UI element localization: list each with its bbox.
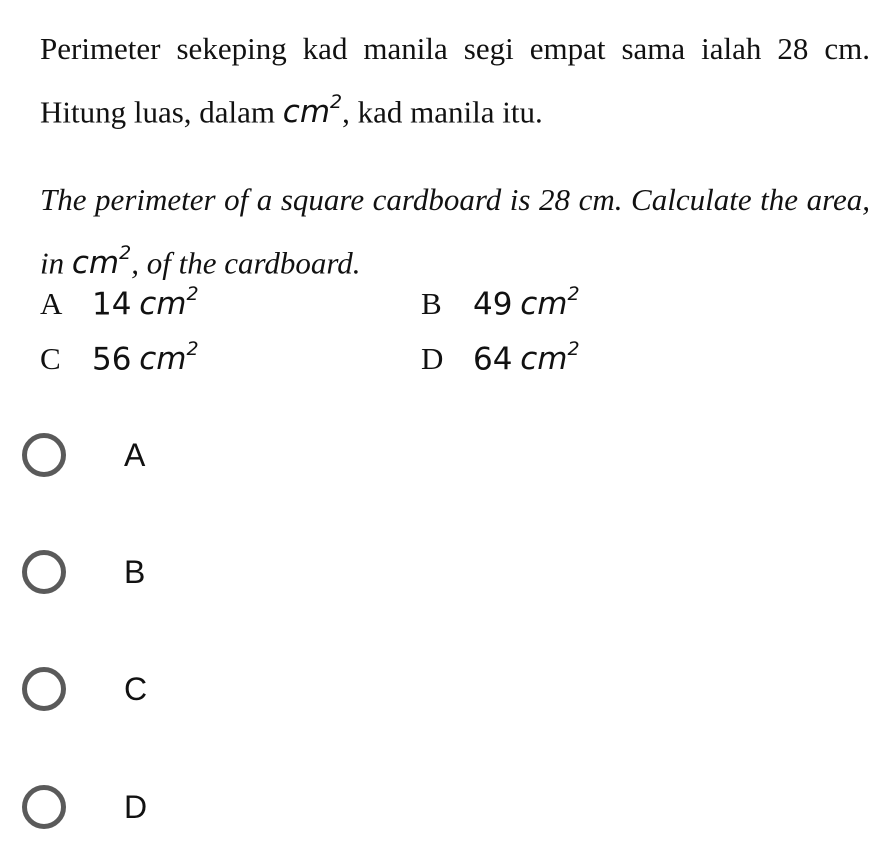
option-letter: B: [421, 286, 442, 322]
answer-choice-d[interactable]: [22, 772, 622, 842]
option-value: 56: [92, 341, 132, 378]
option-c: [40, 332, 199, 379]
option-value: 14: [92, 286, 132, 323]
option-a: [40, 277, 199, 324]
question-english-part2: , of the cardboard.: [131, 245, 361, 281]
option-b: [421, 277, 580, 324]
option-letter: C: [40, 341, 61, 377]
radio-unchecked-icon[interactable]: [22, 785, 66, 829]
answer-choice-label: B: [124, 553, 146, 590]
unit-text: cm: [71, 245, 120, 282]
unit-exponent: 2: [567, 338, 580, 360]
option-value: 49: [473, 286, 513, 323]
answer-choice-label: A: [124, 436, 146, 473]
question-text-malay: [40, 20, 870, 141]
unit-exponent: 2: [330, 91, 343, 113]
answer-choice-b[interactable]: [22, 537, 622, 607]
unit-exponent: 2: [119, 242, 132, 264]
question-english-unit: [71, 242, 132, 282]
question-english-part1: The perimeter of a square cardboard is 28 cm. Calculate the area, in: [40, 182, 870, 281]
radio-unchecked-icon[interactable]: [22, 667, 66, 711]
option-value: 64: [473, 341, 513, 378]
unit-exponent: 2: [567, 283, 580, 305]
answer-choice-label: D: [124, 788, 148, 825]
option-unit: [520, 338, 580, 378]
option-unit: [139, 338, 199, 378]
question-malay-part1: Perimeter sekeping kad manila segi empat sama ialah 28 cm. Hitung luas, dalam: [40, 31, 870, 130]
unit-text: cm: [520, 286, 568, 323]
unit-exponent: 2: [186, 283, 199, 305]
answer-choice-a[interactable]: [22, 420, 622, 490]
radio-unchecked-icon[interactable]: [22, 433, 66, 477]
option-d: [421, 332, 580, 379]
option-unit: [139, 283, 199, 323]
question-malay-part2: , kad manila itu.: [342, 94, 543, 130]
answer-choice-label: C: [124, 670, 148, 707]
unit-text: cm: [520, 341, 568, 378]
question-text-english: [40, 171, 870, 292]
unit-text: cm: [139, 341, 187, 378]
answer-choice-c[interactable]: [22, 654, 622, 724]
radio-unchecked-icon[interactable]: [22, 550, 66, 594]
option-unit: [520, 283, 580, 323]
unit-text: cm: [282, 94, 331, 131]
unit-exponent: 2: [186, 338, 199, 360]
question-malay-unit: [282, 91, 343, 131]
unit-text: cm: [139, 286, 187, 323]
option-letter: D: [421, 341, 444, 377]
option-letter: A: [40, 286, 63, 322]
